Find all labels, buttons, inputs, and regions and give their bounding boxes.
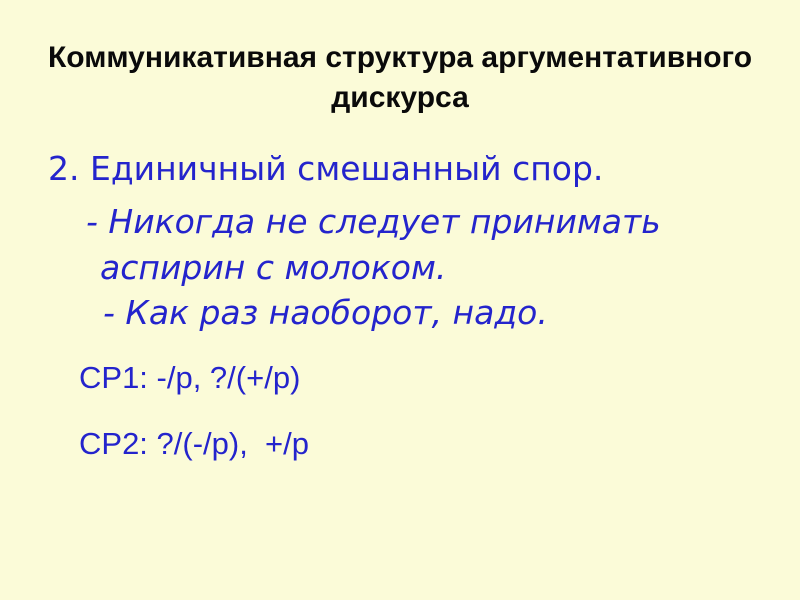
argument-1-line-1: - Никогда не следует принимать bbox=[86, 202, 661, 241]
formula-cp1: СР1: -/p, ?/(+/p) bbox=[79, 360, 301, 395]
argument-2: - Как раз наоборот, надо. bbox=[103, 293, 548, 332]
argument-1-line-2: аспирин с молоком. bbox=[100, 248, 447, 287]
slide-title bbox=[0, 38, 800, 118]
slide-title-line-1: Коммуникативная структура аргументативного bbox=[47, 41, 753, 74]
formula-cp2: СР2: ?/(-/p), +/p bbox=[79, 426, 310, 461]
numbered-point: 2. Единичный смешанный спор. bbox=[48, 149, 604, 188]
slide-title-line-2: дискурса bbox=[331, 81, 469, 114]
